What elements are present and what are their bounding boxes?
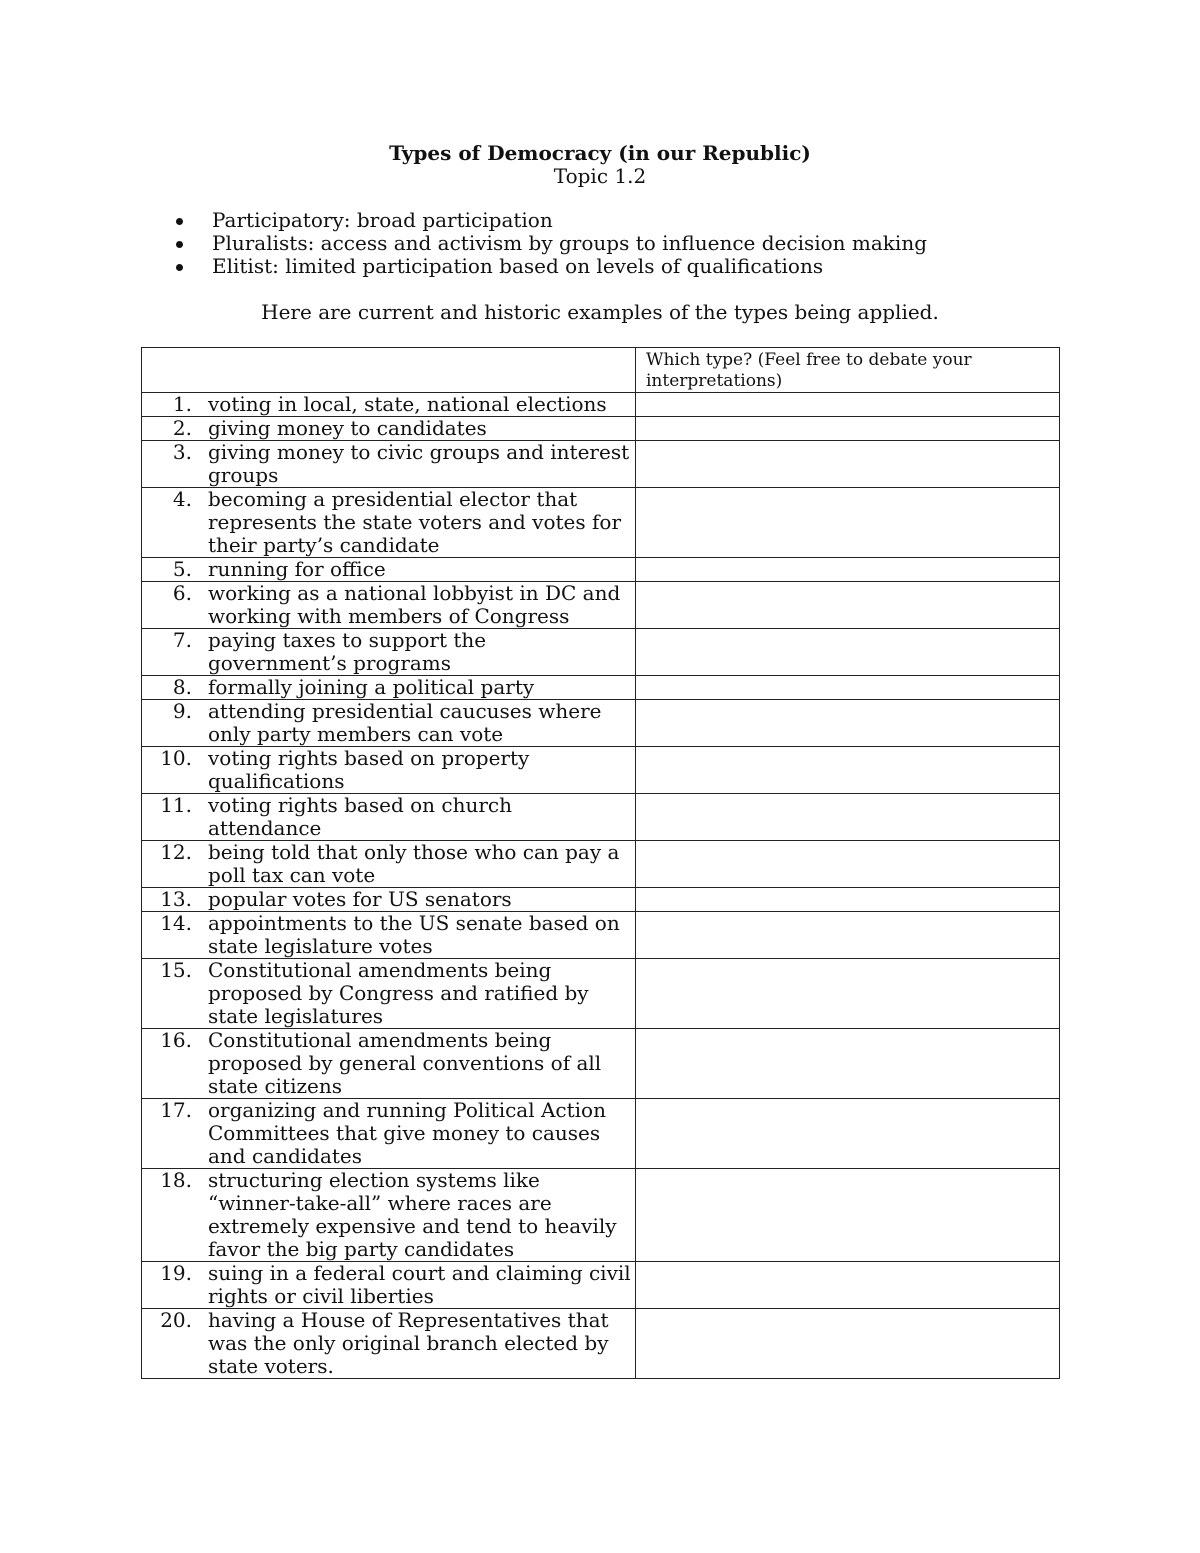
table-row (142, 393, 1060, 417)
item-text: paying taxes to support the government’s programs (208, 628, 487, 675)
example-item (142, 1029, 635, 1098)
answer-cell[interactable] (636, 393, 1060, 417)
example-cell (142, 841, 636, 888)
item-text: Constitutional amendments being proposed by general conventions of all state citizens (208, 1028, 602, 1098)
item-number: 2. (172, 416, 192, 440)
table-row (142, 1099, 1060, 1169)
item-text: suing in a federal court and claiming civil rights or civil liberties (208, 1261, 631, 1308)
answer-cell[interactable] (636, 794, 1060, 841)
definition-list (172, 209, 927, 278)
example-item (142, 1099, 635, 1168)
item-text: being told that only those who can pay a poll tax can vote (208, 840, 620, 887)
example-item (142, 747, 635, 793)
example-item (142, 417, 635, 440)
answer-cell[interactable] (636, 747, 1060, 794)
bullet-icon (176, 241, 183, 248)
item-text: organizing and running Political Action Committees that give money to causes and candidates (208, 1098, 606, 1168)
page-title: Types of Democracy (in our Republic) (389, 141, 811, 165)
table-row (142, 959, 1060, 1029)
item-number: 12. (160, 840, 192, 864)
item-text: attending presidential caucuses where only party members can vote (208, 699, 602, 746)
item-number: 8. (172, 675, 192, 699)
example-cell (142, 582, 636, 629)
example-item (142, 1309, 635, 1378)
example-item (142, 488, 635, 557)
example-item (142, 841, 635, 887)
example-cell (142, 1262, 636, 1309)
item-text: formally joining a political party (208, 675, 535, 699)
example-item (142, 912, 635, 958)
item-number: 20. (160, 1308, 192, 1332)
answer-cell[interactable] (636, 441, 1060, 488)
example-cell (142, 1169, 636, 1262)
example-item (142, 558, 635, 581)
examples-table (141, 347, 1060, 1379)
table-row (142, 417, 1060, 441)
item-number: 13. (160, 887, 192, 911)
item-number: 4. (172, 487, 192, 511)
table-row (142, 1309, 1060, 1379)
item-text: Constitutional amendments being proposed by Congress and ratified by state legislatures (208, 958, 589, 1028)
answer-cell[interactable] (636, 558, 1060, 582)
example-cell (142, 676, 636, 700)
example-cell (142, 488, 636, 558)
example-item (142, 676, 635, 699)
example-cell (142, 794, 636, 841)
item-number: 1. (172, 392, 192, 416)
table-row (142, 676, 1060, 700)
answer-cell[interactable] (636, 1029, 1060, 1099)
answer-cell[interactable] (636, 582, 1060, 629)
definition-item: Elitist: limited participation based on levels of qualifications (172, 255, 927, 278)
answer-cell[interactable] (636, 629, 1060, 676)
table-row (142, 912, 1060, 959)
item-number: 10. (160, 746, 192, 770)
table-row (142, 1029, 1060, 1099)
table-row (142, 488, 1060, 558)
answer-cell[interactable] (636, 700, 1060, 747)
item-number: 3. (172, 440, 192, 464)
example-cell (142, 1309, 636, 1379)
header-cell-examples (142, 348, 636, 393)
answer-cell[interactable] (636, 1309, 1060, 1379)
item-text: popular votes for US senators (208, 887, 512, 911)
example-item (142, 794, 635, 840)
item-text: structuring election systems like “winner-take-all” where races are extremely expensive and tend to heavily favor the big party candidates (208, 1168, 617, 1261)
item-number: 9. (172, 699, 192, 723)
answer-cell[interactable] (636, 1169, 1060, 1262)
page-subtitle: Topic 1.2 (553, 164, 647, 188)
intro-text: Here are current and historic examples of the types being applied. (261, 300, 939, 324)
bullet-icon (176, 264, 183, 271)
item-number: 6. (172, 581, 192, 605)
definition-item: Pluralists: access and activism by groups to influence decision making (172, 232, 927, 255)
example-cell (142, 888, 636, 912)
example-item (142, 582, 635, 628)
answer-cell[interactable] (636, 676, 1060, 700)
item-number: 7. (172, 628, 192, 652)
example-item (142, 393, 635, 416)
item-text: becoming a presidential elector that represents the state voters and votes for their party’s candidate (208, 487, 621, 557)
example-cell (142, 417, 636, 441)
example-cell (142, 393, 636, 417)
item-text: giving money to civic groups and interest groups (208, 440, 630, 487)
item-number: 15. (160, 958, 192, 982)
answer-cell[interactable] (636, 1262, 1060, 1309)
item-text: giving money to candidates (208, 416, 487, 440)
example-cell (142, 700, 636, 747)
table-row (142, 558, 1060, 582)
example-item (142, 700, 635, 746)
item-text: having a House of Representatives that was the only original branch elected by state voters. (208, 1308, 609, 1378)
answer-cell[interactable] (636, 488, 1060, 558)
item-text: voting rights based on church attendance (208, 793, 512, 840)
example-cell (142, 441, 636, 488)
answer-cell[interactable] (636, 959, 1060, 1029)
item-text: working as a national lobbyist in DC and working with members of Congress (208, 581, 621, 628)
example-cell (142, 1099, 636, 1169)
item-text: appointments to the US senate based on state legislature votes (208, 911, 620, 958)
table-row (142, 888, 1060, 912)
header-cell-which-type: Which type? (Feel free to debate your interpretations) (636, 348, 1060, 393)
example-item (142, 629, 635, 675)
table-row (142, 747, 1060, 794)
item-text: voting rights based on property qualifications (208, 746, 530, 793)
table-row (142, 1262, 1060, 1309)
item-number: 11. (160, 793, 192, 817)
example-item (142, 1262, 635, 1308)
example-cell (142, 1029, 636, 1099)
table-row (142, 441, 1060, 488)
table-row (142, 794, 1060, 841)
table-row (142, 582, 1060, 629)
example-item (142, 441, 635, 487)
definition-item: Participatory: broad participation (172, 209, 927, 232)
example-cell (142, 629, 636, 676)
answer-cell[interactable] (636, 1099, 1060, 1169)
item-number: 19. (160, 1261, 192, 1285)
table-row (142, 700, 1060, 747)
answer-cell[interactable] (636, 841, 1060, 888)
example-item (142, 1169, 635, 1261)
example-cell (142, 558, 636, 582)
item-number: 14. (160, 911, 192, 935)
item-number: 16. (160, 1028, 192, 1052)
item-number: 5. (172, 557, 192, 581)
answer-cell[interactable] (636, 912, 1060, 959)
table-header-row (142, 348, 1060, 393)
item-number: 18. (160, 1168, 192, 1192)
answer-cell[interactable] (636, 417, 1060, 441)
table-row (142, 629, 1060, 676)
table-row (142, 841, 1060, 888)
example-cell (142, 912, 636, 959)
item-number: 17. (160, 1098, 192, 1122)
answer-cell[interactable] (636, 888, 1060, 912)
example-item (142, 888, 635, 911)
item-text: voting in local, state, national elections (208, 392, 607, 416)
bullet-icon (176, 218, 183, 225)
item-text: running for office (208, 557, 386, 581)
example-item (142, 959, 635, 1028)
table-row (142, 1169, 1060, 1262)
example-cell (142, 959, 636, 1029)
example-cell (142, 747, 636, 794)
